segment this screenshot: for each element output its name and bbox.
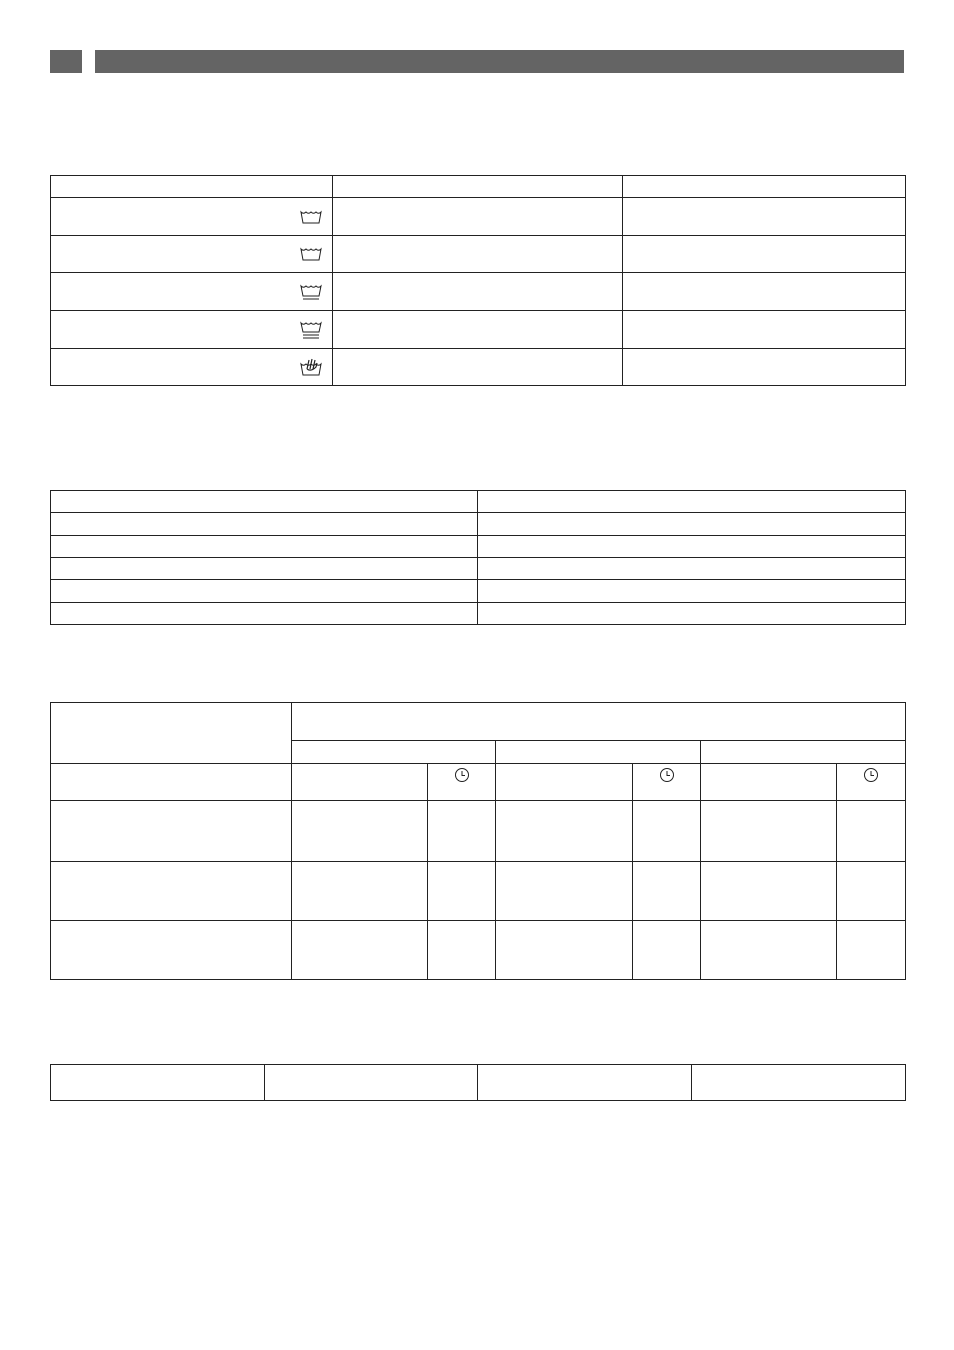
table-cell: [496, 862, 633, 921]
table-cell: [633, 921, 701, 980]
table-cell: [837, 801, 906, 862]
wash-symbol-one-bar-icon: [300, 283, 322, 301]
care-symbol-table: [50, 175, 906, 386]
table-row: [51, 236, 906, 273]
table-cell: [292, 921, 428, 980]
table-cell: [623, 236, 906, 273]
two-column-table: [50, 490, 906, 625]
wash-symbol-two-bars-icon: [300, 320, 322, 340]
table-cell: [623, 198, 906, 236]
hand-wash-symbol-icon: [300, 357, 322, 377]
table-cell: [51, 764, 292, 801]
table-cell: [428, 801, 496, 862]
table-cell: [333, 273, 623, 311]
table-header-row: [51, 176, 906, 198]
table-cell: [333, 198, 623, 236]
table-header-row: [51, 703, 906, 741]
table-row: [51, 580, 906, 603]
table-row: [51, 349, 906, 386]
table-row: [51, 921, 906, 980]
table-cell: [837, 921, 906, 980]
table-cell: [333, 349, 623, 386]
clock-icon: [454, 767, 470, 783]
table-cell: [51, 558, 478, 580]
table-cell: [51, 580, 478, 603]
table-cell: [428, 862, 496, 921]
table-cell: [51, 536, 478, 558]
table-cell: [478, 536, 906, 558]
table-cell: [478, 558, 906, 580]
table-cell: [837, 764, 906, 801]
table-cell: [633, 801, 701, 862]
page-number-tab: [50, 50, 82, 73]
table-header-cell: [333, 176, 623, 198]
wash-symbol-icon: [300, 246, 322, 262]
table-cell: [292, 862, 428, 921]
table-cell: [837, 862, 906, 921]
section-title-bar: [95, 50, 904, 73]
group-header: [292, 703, 906, 741]
table-cell: [51, 311, 333, 349]
table-cell: [51, 603, 478, 625]
table-row: [51, 273, 906, 311]
table-row: [51, 536, 906, 558]
table-cell: [633, 862, 701, 921]
table-cell: [496, 764, 633, 801]
table-cell: [51, 513, 478, 536]
table-cell: [51, 491, 478, 513]
table-cell: [51, 236, 333, 273]
table-row: [51, 513, 906, 536]
table-cell: [478, 513, 906, 536]
table-header-cell: [623, 176, 906, 198]
table-cell: [623, 349, 906, 386]
table-cell: [701, 862, 837, 921]
table-cell: [51, 273, 333, 311]
table-cell: [51, 1065, 265, 1101]
table-cell: [51, 198, 333, 236]
table-cell: [692, 1065, 906, 1101]
sub-header: [496, 741, 701, 764]
table-cell: [333, 236, 623, 273]
table-cell: [292, 801, 428, 862]
table-row: [51, 558, 906, 580]
table-cell: [496, 801, 633, 862]
table-cell: [478, 491, 906, 513]
table-cell: [496, 921, 633, 980]
table-header-cell: [51, 176, 333, 198]
table-cell: [633, 764, 701, 801]
table-cell: [51, 349, 333, 386]
table-header-cell: [51, 703, 292, 764]
table-row: [51, 764, 906, 801]
table-cell: [701, 801, 837, 862]
sub-header: [701, 741, 906, 764]
program-table: [50, 702, 906, 980]
clock-icon: [659, 767, 675, 783]
table-cell: [51, 801, 292, 862]
table-cell: [51, 862, 292, 921]
table-row: [51, 603, 906, 625]
table-row: [51, 1065, 906, 1101]
table-cell: [701, 921, 837, 980]
sub-header: [292, 741, 496, 764]
wash-symbol-icon: [300, 209, 322, 225]
table-cell: [428, 921, 496, 980]
table-cell: [478, 1065, 692, 1101]
table-cell: [623, 273, 906, 311]
table-cell: [428, 764, 496, 801]
table-row: [51, 491, 906, 513]
table-row: [51, 862, 906, 921]
table-cell: [265, 1065, 478, 1101]
clock-icon: [863, 767, 879, 783]
table-row: [51, 801, 906, 862]
table-cell: [478, 603, 906, 625]
table-row: [51, 198, 906, 236]
table-row: [51, 311, 906, 349]
table-cell: [701, 764, 837, 801]
bottom-table: [50, 1064, 906, 1101]
table-cell: [333, 311, 623, 349]
table-cell: [478, 580, 906, 603]
table-cell: [292, 764, 428, 801]
table-cell: [51, 921, 292, 980]
table-cell: [623, 311, 906, 349]
